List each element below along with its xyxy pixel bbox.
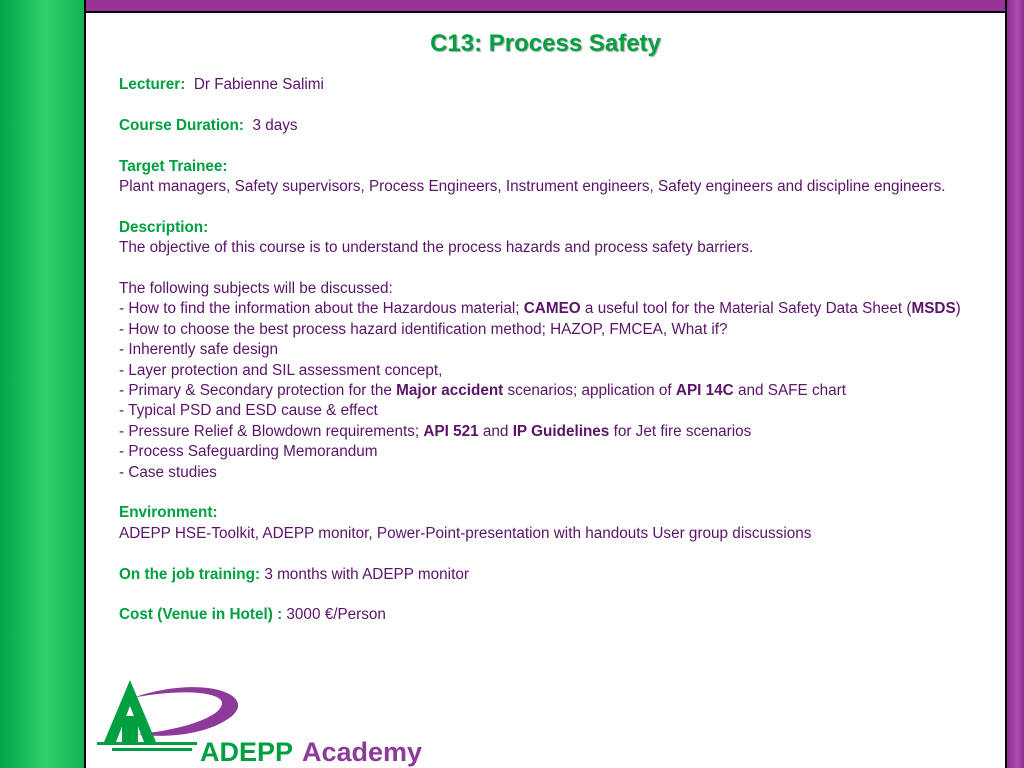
subject-item: - Typical PSD and ESD cause & effect — [119, 402, 378, 420]
slide-title: C13: Process Safety — [430, 30, 661, 57]
cameo-term: CAMEO — [523, 300, 581, 318]
top-purple-band — [86, 0, 1010, 11]
subject-item: - Layer protection and SIL assessment concept, — [119, 361, 443, 379]
left-green-band — [0, 0, 84, 768]
target-label: Target Trainee: — [119, 157, 228, 175]
subject-item: - Process Safeguarding Memorandum — [119, 443, 378, 461]
subjects-intro: The following subjects will be discussed: — [119, 280, 393, 297]
api14c-term: API 14C — [675, 382, 734, 400]
major-accident-term: Major accident — [396, 382, 504, 400]
api521-term: API 521 — [423, 422, 479, 440]
target-text: Plant managers, Safety supervisors, Process Engineers, Instrument engineers, Safety engineers and discipline engineers. — [119, 178, 946, 195]
ip-guidelines-term: IP Guidelines — [512, 422, 610, 440]
subject-text: and SAFE chart — [733, 382, 846, 400]
subject-item — [119, 381, 989, 401]
duration-line — [119, 116, 989, 136]
logo-text-adepp: ADEPP — [200, 737, 294, 767]
subject-text: scenarios; application of — [503, 382, 676, 400]
description-label: Description: — [119, 218, 209, 236]
environment-text: ADEPP HSE-Toolkit, ADEPP monitor, Power-Point-presentation with handouts User group discussions — [119, 524, 812, 542]
subject-text: - How to find the information about the Hazardous material; — [119, 300, 524, 318]
duration-value: 3 days — [252, 116, 298, 134]
subject-item: - How to choose the best process hazard identification method; HAZOP, FMCEA, What if? — [119, 320, 728, 338]
training-value: 3 months with ADEPP monitor — [264, 565, 469, 583]
subject-item: - Inherently safe design — [119, 341, 279, 359]
subject-text: and — [478, 422, 513, 440]
lecturer-line — [119, 75, 989, 95]
left-divider — [84, 0, 86, 768]
lecturer-label: Lecturer: — [119, 76, 186, 93]
description-text: The objective of this course is to understand the process hazards and process safety barriers. — [119, 239, 754, 257]
cost-line — [119, 605, 989, 625]
lecturer-value: Dr Fabienne Salimi — [193, 76, 324, 93]
msds-term: MSDS — [911, 300, 956, 318]
subject-text: - Pressure Relief & Blowdown requirements; — [119, 422, 424, 440]
cost-label: Cost (Venue in Hotel) : — [119, 606, 283, 624]
right-purple-band — [1007, 0, 1024, 768]
subject-item — [119, 299, 989, 319]
training-line — [119, 565, 989, 585]
subject-text: a useful tool for the Material Safety Data Sheet ( — [580, 300, 912, 318]
duration-label: Course Duration: — [119, 116, 244, 134]
slide-content — [119, 75, 989, 626]
environment-label: Environment: — [119, 504, 218, 522]
subject-item — [119, 422, 989, 442]
logo-text-academy: Academy — [302, 737, 423, 767]
subject-text: - Primary & Secondary protection for the — [119, 382, 397, 400]
cost-value: 3000 €/Person — [286, 606, 386, 624]
subject-text: for Jet fire scenarios — [609, 422, 752, 440]
subject-item: - Case studies — [119, 463, 217, 481]
adepp-academy-logo — [92, 676, 432, 768]
training-label: On the job training: — [119, 565, 261, 583]
top-divider — [86, 11, 1010, 13]
subject-text: ) — [955, 300, 961, 318]
